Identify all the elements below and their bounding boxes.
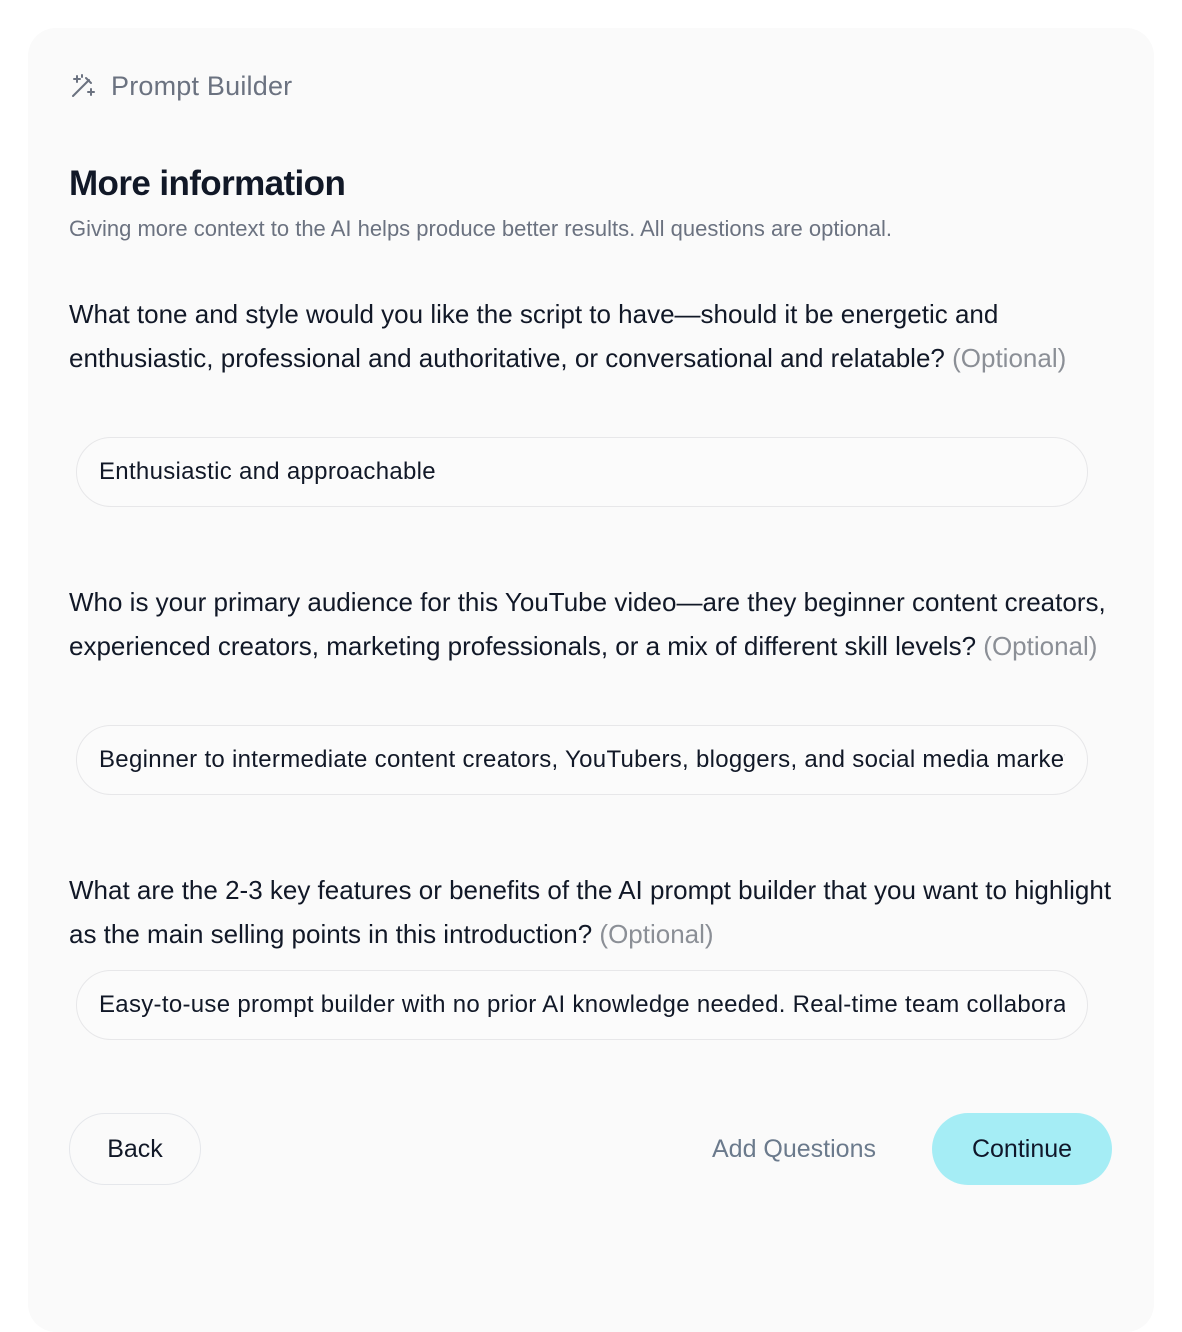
back-button[interactable]: Back (69, 1113, 201, 1185)
question-tone (69, 292, 1119, 380)
answer-tone-field[interactable] (76, 437, 1088, 507)
answer-audience-input[interactable] (99, 746, 1065, 774)
page-subtitle: Giving more context to the AI helps produce better results. All questions are optional. (69, 216, 893, 241)
question-features (69, 868, 1119, 956)
continue-button[interactable]: Continue (932, 1113, 1112, 1185)
answer-tone-input[interactable] (99, 458, 1065, 486)
question-text: What tone and style would you like the script to have—should it be energetic and enthusiastic, professional and authoritative, or conversational and relatable? (69, 299, 999, 373)
page-title: More information (69, 164, 346, 203)
answer-audience-field[interactable] (76, 725, 1088, 795)
app-title: Prompt Builder (111, 70, 293, 101)
question-text: What are the 2-3 key features or benefits of the AI prompt builder that you want to highlight as the main selling points in this introduction? (69, 875, 1112, 949)
add-questions-button[interactable]: Add Questions (690, 1113, 898, 1185)
answer-features-field[interactable] (76, 970, 1088, 1040)
answer-features-input[interactable] (99, 991, 1065, 1019)
magic-wand-icon (69, 72, 97, 100)
question-text: Who is your primary audience for this YouTube video—are they beginner content creators, experienced creators, marketing professionals, or a mix of different skill levels? (69, 587, 1106, 661)
optional-label: (Optional) (983, 631, 1098, 661)
optional-label: (Optional) (599, 919, 714, 949)
optional-label: (Optional) (952, 343, 1067, 373)
question-audience (69, 580, 1119, 668)
app-header (69, 66, 292, 106)
